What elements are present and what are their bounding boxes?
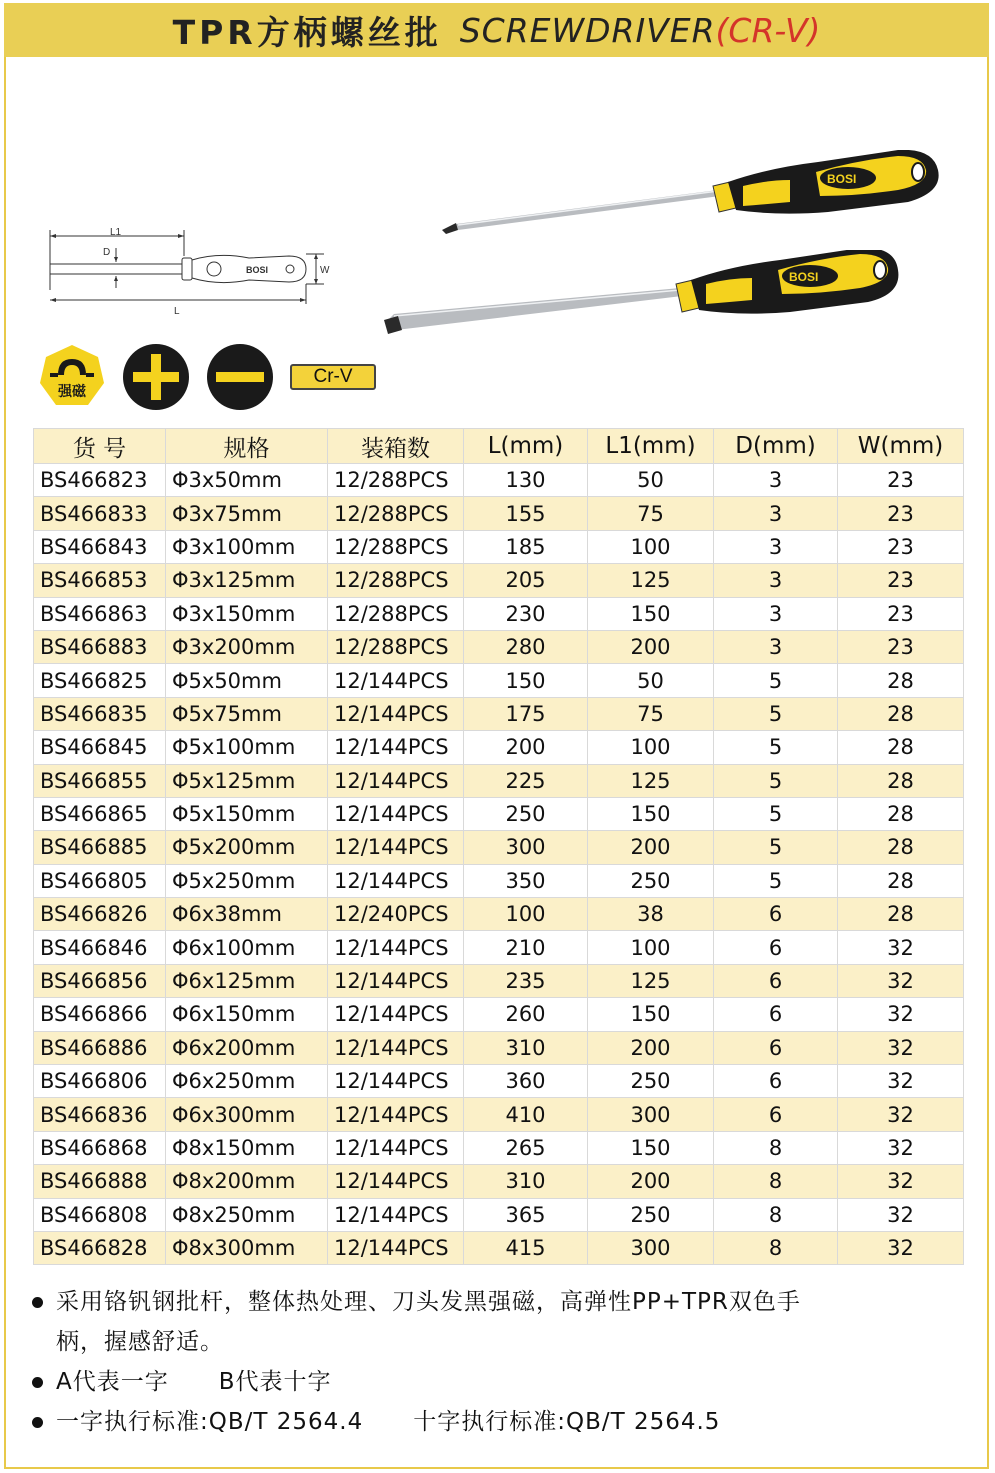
cell-length: 410 [464, 1098, 588, 1131]
table-row [34, 1031, 964, 1064]
table-row [34, 697, 964, 730]
cell-pack: 12/144PCS [328, 1198, 464, 1231]
cell-model: BS466863 [34, 597, 166, 630]
cell-width: 23 [838, 597, 964, 630]
cell-spec: Φ6x100mm [166, 931, 328, 964]
table-row [34, 464, 964, 497]
cell-width: 28 [838, 764, 964, 797]
header-spec: 规格 [166, 429, 328, 464]
cell-pack: 12/288PCS [328, 564, 464, 597]
table-header-row [34, 429, 964, 464]
feature-icons [38, 343, 376, 411]
cell-width: 23 [838, 464, 964, 497]
note-standards [32, 1402, 962, 1442]
table-row [34, 964, 964, 997]
table-row [34, 831, 964, 864]
cell-length: 155 [464, 497, 588, 530]
note-type-code [32, 1362, 962, 1402]
cell-shaft-length: 100 [588, 530, 714, 563]
table-body [34, 464, 964, 1265]
cell-shaft-length: 100 [588, 931, 714, 964]
magnet-icon [38, 343, 106, 411]
table-row [34, 1065, 964, 1098]
cell-spec: Φ5x200mm [166, 831, 328, 864]
cell-length: 100 [464, 898, 588, 931]
cell-diameter: 3 [714, 530, 838, 563]
cell-model: BS466888 [34, 1165, 166, 1198]
cell-pack: 12/288PCS [328, 597, 464, 630]
cell-length: 150 [464, 664, 588, 697]
cell-model: BS466886 [34, 1031, 166, 1064]
cell-pack: 12/144PCS [328, 1031, 464, 1064]
cell-diameter: 3 [714, 630, 838, 663]
label-l: L [174, 306, 180, 317]
header-length: L(mm) [464, 429, 588, 464]
table-row [34, 1198, 964, 1231]
phillips-brand-logo: BOSI [827, 172, 857, 186]
cell-spec: Φ6x200mm [166, 1031, 328, 1064]
cell-model: BS466866 [34, 998, 166, 1031]
cell-diameter: 6 [714, 998, 838, 1031]
table-row [34, 931, 964, 964]
table-row [34, 530, 964, 563]
cell-width: 28 [838, 731, 964, 764]
cell-spec: Φ5x250mm [166, 864, 328, 897]
cell-shaft-length: 150 [588, 597, 714, 630]
cell-width: 23 [838, 630, 964, 663]
cell-spec: Φ8x300mm [166, 1231, 328, 1264]
cell-pack: 12/144PCS [328, 964, 464, 997]
cell-diameter: 5 [714, 864, 838, 897]
bullet-icon [32, 1377, 43, 1388]
cell-model: BS466853 [34, 564, 166, 597]
cell-model: BS466883 [34, 630, 166, 663]
cell-spec: Φ5x75mm [166, 697, 328, 730]
phillips-screwdriver-image [438, 150, 948, 244]
cell-shaft-length: 300 [588, 1231, 714, 1264]
cell-model: BS466808 [34, 1198, 166, 1231]
label-l1: L1 [110, 227, 122, 238]
cell-model: BS466828 [34, 1231, 166, 1264]
note-type-a: A代表一字 [56, 1369, 169, 1395]
cell-pack: 12/144PCS [328, 1165, 464, 1198]
title-english: SCREWDRIVER [459, 10, 716, 50]
cell-width: 28 [838, 864, 964, 897]
table-row [34, 664, 964, 697]
cell-spec: Φ3x75mm [166, 497, 328, 530]
cell-model: BS466823 [34, 464, 166, 497]
cell-spec: Φ8x150mm [166, 1131, 328, 1164]
cell-length: 265 [464, 1131, 588, 1164]
spec-table [33, 428, 964, 1265]
cell-width: 32 [838, 1131, 964, 1164]
cell-shaft-length: 200 [588, 831, 714, 864]
table-row [34, 497, 964, 530]
note-material [32, 1282, 962, 1362]
cell-spec: Φ3x200mm [166, 630, 328, 663]
cell-shaft-length: 125 [588, 964, 714, 997]
cell-length: 300 [464, 831, 588, 864]
cell-pack: 12/144PCS [328, 797, 464, 830]
title-material: (CR-V) [715, 10, 821, 50]
cell-length: 310 [464, 1031, 588, 1064]
cell-width: 32 [838, 1065, 964, 1098]
cell-model: BS466868 [34, 1131, 166, 1164]
cell-spec: Φ3x125mm [166, 564, 328, 597]
cell-shaft-length: 150 [588, 1131, 714, 1164]
cell-spec: Φ6x125mm [166, 964, 328, 997]
cell-width: 32 [838, 964, 964, 997]
cell-shaft-length: 125 [588, 564, 714, 597]
cell-pack: 12/288PCS [328, 464, 464, 497]
cell-width: 32 [838, 1198, 964, 1231]
table-row [34, 797, 964, 830]
cell-spec: Φ5x125mm [166, 764, 328, 797]
table-row [34, 1098, 964, 1131]
cell-model: BS466845 [34, 731, 166, 764]
cell-width: 32 [838, 1165, 964, 1198]
notes [32, 1282, 962, 1442]
table-row [34, 731, 964, 764]
cell-length: 225 [464, 764, 588, 797]
cell-model: BS466865 [34, 797, 166, 830]
cell-diameter: 8 [714, 1131, 838, 1164]
cell-pack: 12/144PCS [328, 664, 464, 697]
cell-diameter: 5 [714, 797, 838, 830]
bullet-icon [32, 1297, 43, 1308]
cell-spec: Φ6x250mm [166, 1065, 328, 1098]
cell-model: BS466835 [34, 697, 166, 730]
cell-length: 415 [464, 1231, 588, 1264]
table-row [34, 630, 964, 663]
cell-diameter: 6 [714, 1031, 838, 1064]
table-row [34, 898, 964, 931]
cell-shaft-length: 250 [588, 1198, 714, 1231]
cell-width: 23 [838, 530, 964, 563]
cell-spec: Φ3x50mm [166, 464, 328, 497]
header-pack: 装箱数 [328, 429, 464, 464]
cell-diameter: 5 [714, 697, 838, 730]
cell-length: 130 [464, 464, 588, 497]
cell-diameter: 6 [714, 931, 838, 964]
cell-length: 205 [464, 564, 588, 597]
cell-diameter: 3 [714, 464, 838, 497]
cell-pack: 12/288PCS [328, 630, 464, 663]
cell-pack: 12/240PCS [328, 898, 464, 931]
material-tag: Cr-V [290, 364, 376, 390]
cell-length: 310 [464, 1165, 588, 1198]
cell-model: BS466833 [34, 497, 166, 530]
label-d: D [103, 247, 111, 258]
dimension-diagram [44, 222, 344, 322]
cell-diameter: 6 [714, 964, 838, 997]
note-type-b: B代表十字 [218, 1369, 332, 1395]
cell-spec: Φ5x50mm [166, 664, 328, 697]
cell-length: 365 [464, 1198, 588, 1231]
cell-width: 28 [838, 831, 964, 864]
cell-model: BS466805 [34, 864, 166, 897]
cell-shaft-length: 75 [588, 497, 714, 530]
cell-pack: 12/144PCS [328, 697, 464, 730]
cell-shaft-length: 150 [588, 797, 714, 830]
cell-model: BS466826 [34, 898, 166, 931]
cell-diameter: 6 [714, 898, 838, 931]
cell-pack: 12/144PCS [328, 831, 464, 864]
cell-model: BS466836 [34, 1098, 166, 1131]
table-row [34, 998, 964, 1031]
cell-diameter: 6 [714, 1065, 838, 1098]
cell-diameter: 5 [714, 664, 838, 697]
cell-shaft-length: 50 [588, 464, 714, 497]
cell-width: 28 [838, 898, 964, 931]
header-diameter: D(mm) [714, 429, 838, 464]
cell-pack: 12/144PCS [328, 764, 464, 797]
cell-diameter: 8 [714, 1231, 838, 1264]
cell-pack: 12/144PCS [328, 1131, 464, 1164]
cell-diameter: 5 [714, 731, 838, 764]
cell-length: 175 [464, 697, 588, 730]
cell-width: 23 [838, 564, 964, 597]
cell-shaft-length: 250 [588, 864, 714, 897]
header-width: W(mm) [838, 429, 964, 464]
cell-spec: Φ6x38mm [166, 898, 328, 931]
cell-width: 23 [838, 497, 964, 530]
cell-length: 260 [464, 998, 588, 1031]
cell-shaft-length: 200 [588, 630, 714, 663]
cell-spec: Φ8x200mm [166, 1165, 328, 1198]
note-standard-phillips: 十字执行标准:QB/T 2564.5 [413, 1409, 721, 1435]
cell-model: BS466885 [34, 831, 166, 864]
title-bar [4, 3, 989, 57]
note-standard-slotted: 一字执行标准:QB/T 2564.4 [56, 1409, 364, 1435]
cell-pack: 12/144PCS [328, 1231, 464, 1264]
cell-width: 32 [838, 931, 964, 964]
cell-pack: 12/288PCS [328, 497, 464, 530]
cell-shaft-length: 150 [588, 998, 714, 1031]
cell-diameter: 8 [714, 1198, 838, 1231]
cell-diameter: 3 [714, 597, 838, 630]
cell-shaft-length: 300 [588, 1098, 714, 1131]
bullet-icon [32, 1417, 43, 1428]
phillips-tip-icon [122, 343, 190, 411]
cell-width: 28 [838, 797, 964, 830]
slotted-screwdriver-image [380, 250, 900, 344]
header-model: 货 号 [34, 429, 166, 464]
table-row [34, 597, 964, 630]
cell-spec: Φ3x150mm [166, 597, 328, 630]
cell-width: 28 [838, 664, 964, 697]
cell-model: BS466825 [34, 664, 166, 697]
cell-model: BS466806 [34, 1065, 166, 1098]
cell-pack: 12/144PCS [328, 1098, 464, 1131]
cell-diameter: 5 [714, 764, 838, 797]
table-row [34, 764, 964, 797]
cell-model: BS466846 [34, 931, 166, 964]
cell-model: BS466843 [34, 530, 166, 563]
cell-shaft-length: 125 [588, 764, 714, 797]
cell-length: 360 [464, 1065, 588, 1098]
diagram-brand: BOSI [246, 265, 269, 275]
cell-diameter: 3 [714, 564, 838, 597]
cell-length: 235 [464, 964, 588, 997]
slotted-brand-logo: BOSI [789, 270, 819, 284]
cell-diameter: 5 [714, 831, 838, 864]
cell-shaft-length: 200 [588, 1031, 714, 1064]
cell-length: 185 [464, 530, 588, 563]
cell-shaft-length: 100 [588, 731, 714, 764]
cell-pack: 12/288PCS [328, 530, 464, 563]
cell-model: BS466855 [34, 764, 166, 797]
magnetic-label: 强磁 [58, 384, 86, 400]
cell-shaft-length: 75 [588, 697, 714, 730]
cell-model: BS466856 [34, 964, 166, 997]
note-material-line1: 采用铬钒钢批杆，整体热处理、刀头发黑强磁，高弹性PP+TPR双色手 [56, 1289, 801, 1315]
cell-spec: Φ3x100mm [166, 530, 328, 563]
cell-length: 200 [464, 731, 588, 764]
cell-diameter: 3 [714, 497, 838, 530]
cell-spec: Φ8x250mm [166, 1198, 328, 1231]
cell-diameter: 8 [714, 1165, 838, 1198]
cell-length: 280 [464, 630, 588, 663]
cell-length: 210 [464, 931, 588, 964]
cell-width: 32 [838, 998, 964, 1031]
cell-length: 350 [464, 864, 588, 897]
label-w: W [320, 265, 330, 276]
cell-pack: 12/144PCS [328, 998, 464, 1031]
note-material-line2: 柄，握感舒适。 [56, 1329, 224, 1355]
cell-spec: Φ5x100mm [166, 731, 328, 764]
cell-length: 230 [464, 597, 588, 630]
cell-width: 32 [838, 1098, 964, 1131]
table-row [34, 864, 964, 897]
cell-width: 28 [838, 697, 964, 730]
header-shaft-length: L1(mm) [588, 429, 714, 464]
cell-shaft-length: 250 [588, 1065, 714, 1098]
cell-diameter: 6 [714, 1098, 838, 1131]
cell-pack: 12/144PCS [328, 864, 464, 897]
slotted-tip-icon [206, 343, 274, 411]
cell-shaft-length: 50 [588, 664, 714, 697]
title-chinese: TPR方柄螺丝批 [172, 12, 442, 52]
table-row [34, 1131, 964, 1164]
cell-shaft-length: 200 [588, 1165, 714, 1198]
cell-pack: 12/144PCS [328, 931, 464, 964]
cell-length: 250 [464, 797, 588, 830]
table-row [34, 1165, 964, 1198]
cell-spec: Φ6x150mm [166, 998, 328, 1031]
cell-pack: 12/144PCS [328, 731, 464, 764]
cell-pack: 12/144PCS [328, 1065, 464, 1098]
cell-spec: Φ6x300mm [166, 1098, 328, 1131]
table-row [34, 1231, 964, 1264]
cell-shaft-length: 38 [588, 898, 714, 931]
cell-width: 32 [838, 1231, 964, 1264]
table-row [34, 564, 964, 597]
cell-width: 32 [838, 1031, 964, 1064]
cell-spec: Φ5x150mm [166, 797, 328, 830]
